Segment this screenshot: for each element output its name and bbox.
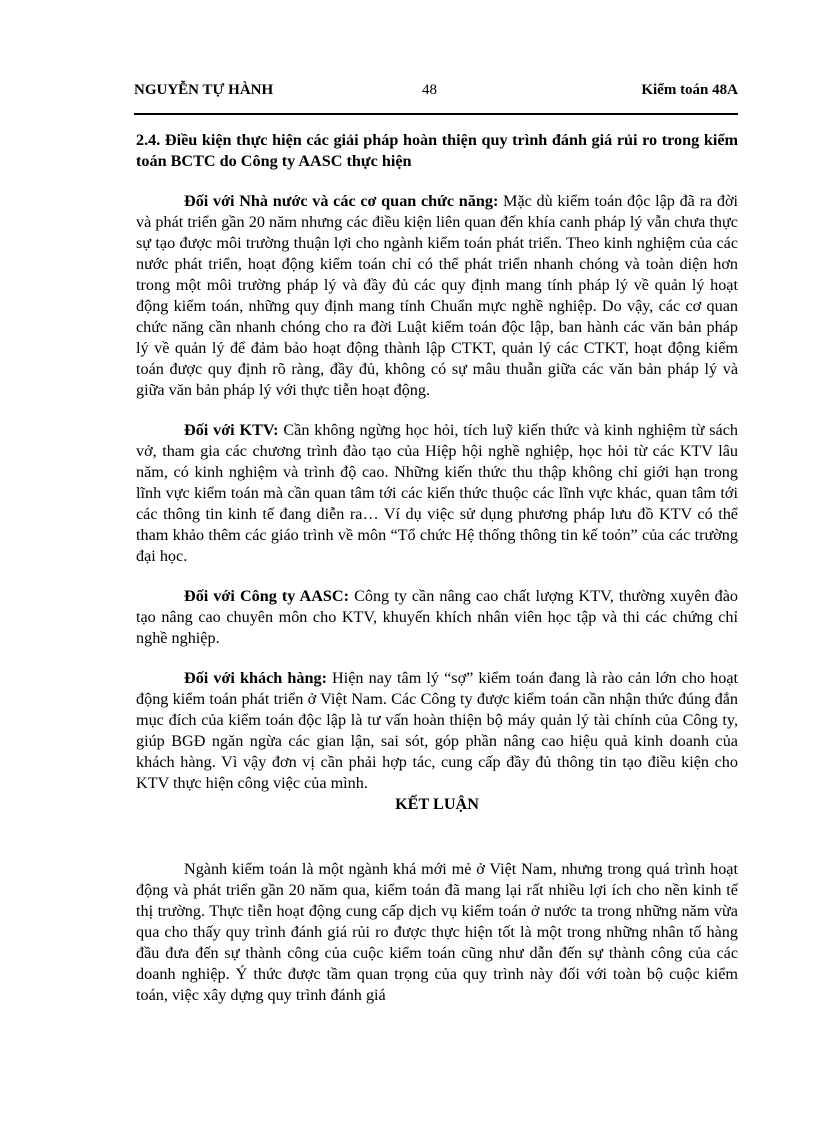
- header-page-number: 48: [422, 82, 437, 98]
- paragraph-clients: [136, 668, 738, 794]
- conclusion-title: KẾT LUẬN: [395, 795, 479, 813]
- paragraph-lead: Đối với khách hàng:: [184, 669, 327, 687]
- paragraph-aasc: [136, 586, 738, 649]
- paragraph-state-agencies: [136, 191, 738, 401]
- paragraph-lead: Đối với Công ty AASC:: [184, 587, 350, 605]
- paragraph-text: Công ty cần nâng cao chất lượng KTV, thường xuyên đào tạo nâng cao chuyên môn cho KTV, khuyến khích nhân viên học tập và thi các chứng chỉ nghề nghiệp.: [136, 587, 738, 647]
- header-class: Kiểm toán 48A: [641, 82, 738, 98]
- paragraph-auditors: [136, 420, 738, 567]
- header-author: NGUYỄN TỰ HÀNH: [134, 82, 274, 98]
- paragraph-lead: Đối với Nhà nước và các cơ quan chức năng:: [184, 192, 499, 210]
- header-rule: [134, 113, 738, 115]
- paragraph-lead: Đối với KTV:: [184, 421, 279, 439]
- paragraph-text: Hiện nay tâm lý “sợ” kiểm toán đang là rào cản lớn cho hoạt động kiểm toán phát triển ở Việt Nam. Các Công ty được kiểm toán cần nhận thức đúng đắn mục đích của kiểm toán độc lập là tư vấn hoàn thiện bộ máy quản lý tài chính của Công ty, giúp BGĐ ngăn ngừa các gian lận, sai sót, góp phần nâng cao hiệu quả kinh doanh của khách hàng. Vì vậy đơn vị cần phải hợp tác, cung cấp đầy đủ thông tin tạo điều kiện cho KTV thực hiện công việc của mình.: [136, 669, 738, 792]
- conclusion-paragraph: Ngành kiểm toán là một ngành khá mới mẻ ở Việt Nam, nhưng trong quá trình hoạt động và phát triển gần 20 năm qua, kiểm toán đã mang lại rất nhiều lợi ích cho nền kinh tế thị trường. Thực tiễn hoạt động cung cấp dịch vụ kiểm toán ở nước ta trong những năm vừa qua cho thấy quy trình đánh giá rủi ro được thực hiện tốt là một trong những nhân tố hàng đầu đưa đến sự thành công của cuộc kiểm toán cũng như dẫn đến sự thành công của các doanh nghiệp. Ý thức được tầm quan trọng của quy trình này đối với toàn bộ cuộc kiểm toán, việc xây dựng quy trình đánh giá: [136, 860, 738, 1004]
- page-header: [134, 82, 738, 104]
- paragraph-text: Mặc dù kiểm toán độc lập đã ra đời và phát triển gần 20 năm nhưng các điều kiện liên quan đến khía canh pháp lý vẫn chưa thực sự tạo được môi trường thuận lợi cho ngành kiểm toán phát triển. Theo kinh nghiệm của các nước phát triển, hoạt động kiểm toán chỉ có thể phát triển nhanh chóng và toàn diện hơn trong một môi trường pháp lý và đầy đủ các quy định mang tính pháp lý về quản lý hoạt động kiểm toán, những quy định mang tính Chuẩn mực nghề nghiệp. Do vậy, các cơ quan chức năng cần nhanh chóng cho ra đời Luật kiểm toán độc lập, ban hành các văn bản pháp lý về quản lý để đảm bảo hoạt động thành lập CTKT, quản lý các CTKT, hoạt động kiểm toán được quy định rõ ràng, đầy đủ, không có sự mâu thuẫn giữa các văn bản pháp lý và giữa văn bản pháp lý với thực tiễn hoạt động.: [136, 192, 738, 399]
- section-heading: 2.4. Điều kiện thực hiện các giải pháp hoàn thiện quy trình đánh giá rủi ro trong kiểm toán BCTC do Công ty AASC thực hiện: [136, 131, 738, 170]
- page-body: [136, 130, 738, 1006]
- paragraph-text: Cần không ngừng học hỏi, tích luỹ kiến thức và kinh nghiệm từ sách vở, tham gia các chương trình đào tạo của Hiệp hội nghề nghiệp, học hỏi từ các KTV lâu năm, có kinh nghiệm và trình độ cao. Những kiến thức thu thập không chỉ giới hạn trong lĩnh vực kiểm toán mà cần quan tâm tới các kiến thức thuộc các lĩnh vực khác, quan tâm tới các thông tin kinh tế đang diễn ra… Ví dụ việc sử dụng phương pháp lưu đồ KTV có thể tham khảo thêm các giáo trình về môn “Tổ chức Hệ thống thông tin kế toỏn” của các trường đại học.: [136, 421, 738, 565]
